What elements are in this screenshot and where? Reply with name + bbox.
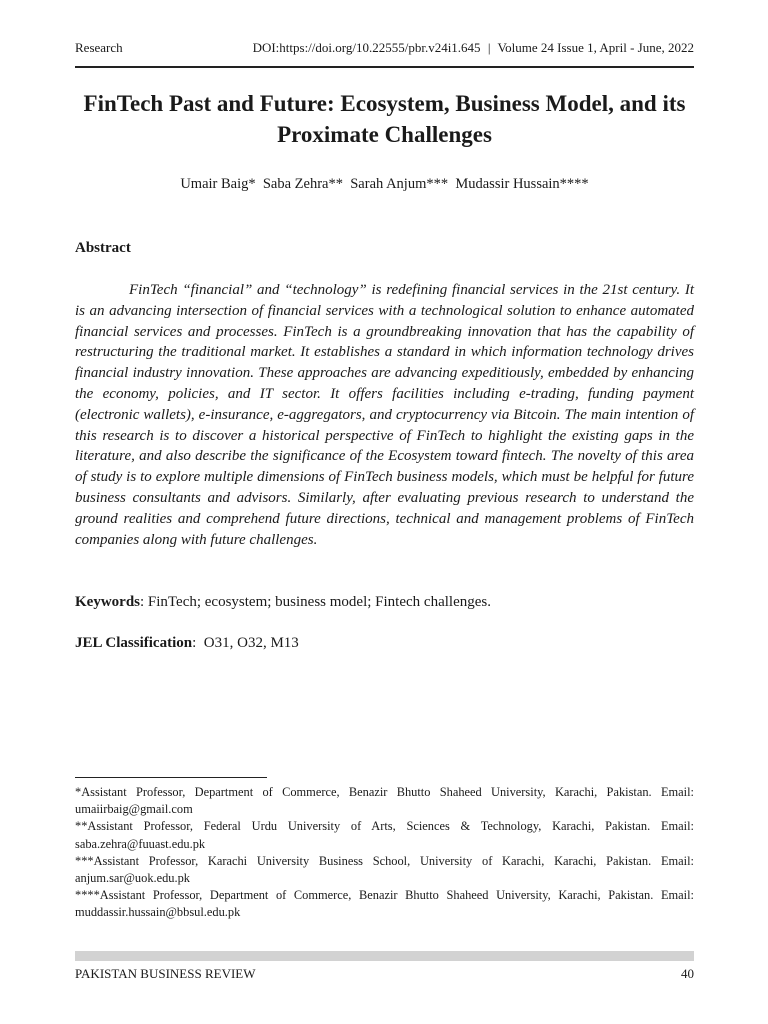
page-number: 40 xyxy=(681,966,694,981)
footnote-2: **Assistant Professor, Federal Urdu University of Arts, Sciences & Technology, Karachi, Pakistan. Email: saba.zehra@fuuast.edu.pk xyxy=(75,819,694,851)
header-separator: | xyxy=(487,40,491,55)
jel-classification-line xyxy=(75,635,694,652)
footnote-4: ****Assistant Professor, Department of Commerce, Benazir Bhutto Shaheed University, Karachi, Pakistan. Email: muddassir.hussain@bbsul.edu.pk xyxy=(75,888,694,920)
header-rule xyxy=(75,66,694,68)
abstract-heading: Abstract xyxy=(75,240,131,256)
author-list: Umair Baig* Saba Zehra** Sarah Anjum*** Mudassir Hussain**** xyxy=(180,176,589,192)
abstract-text: FinTech “financial” and “technology” is redefining financial services in the 21st century. It is an advancing intersection of financial services with a technological solution to enhance automated financial services and processes. FinTech is a groundbreaking innovation that has the capability of restructuring the traditional market. It establishes a standard in which information technology drives financial industry innovation. These approaches are advancing expeditiously, embedded by enhancing the economy, policies, and IT sector. It offers facilities including e-trading, funding payment (electronic wallets), e-insurance, e-aggregators, and cryptocurrency via Bitcoin. The main intention of this research is to discover a historical perspective of FinTech to highlight the existing gaps in the literature, and also describe the significance of the Ecosystem toward fintech. The novelty of this area of study is to explore multiple dimensions of FinTech business models, which must be helpful for future business consultants and advisors. Similarly, after evaluating previous research to understand the ground realities and comprehend future directions, technical and management problems of FinTech companies along with future challenges. xyxy=(75,282,694,548)
footnotes xyxy=(75,784,694,922)
keywords-line xyxy=(75,594,694,611)
footnote-3: ***Assistant Professor, Karachi University Business School, University of Karachi, Karachi, Pakistan. Email: anjum.sar@uok.edu.pk xyxy=(75,853,694,886)
footnote-1: *Assistant Professor, Department of Commerce, Benazir Bhutto Shaheed University, Karachi, Pakistan. Email: umaiirbaig@gmail.com xyxy=(75,785,694,817)
journal-name: PAKISTAN BUSINESS REVIEW xyxy=(75,966,256,981)
doi-link[interactable]: DOI:https://doi.org/10.22555/pbr.v24i1.645 xyxy=(252,40,481,55)
page-footer xyxy=(75,966,694,982)
running-header xyxy=(75,40,694,56)
section-label: Research xyxy=(75,40,123,55)
footnote-rule xyxy=(75,777,267,778)
footer-bar xyxy=(75,951,694,961)
keywords-value: : FinTech; ecosystem; business model; Fintech challenges. xyxy=(140,594,491,610)
keywords-label: Keywords xyxy=(75,594,140,610)
abstract-body xyxy=(75,280,694,550)
issue-info: Volume 24 Issue 1, April - June, 2022 xyxy=(497,40,694,55)
jel-value: : O31, O32, M13 xyxy=(192,635,299,651)
doi-issue-line xyxy=(253,40,694,56)
paper-title: FinTech Past and Future: Ecosystem, Business Model, and its Proximate Challenges xyxy=(83,91,686,147)
jel-label: JEL Classification xyxy=(75,635,193,651)
